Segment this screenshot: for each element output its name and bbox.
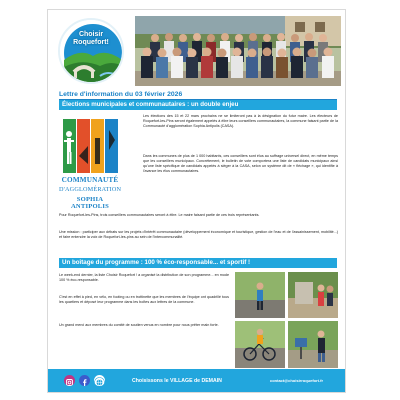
paragraph: Dans les communes de plus de 1 000 habitants, ces conseillers sont élus au suffrage universel direct, en même temps que les conseillers municipaux. Concrètement, le bulletin de vote comportera une liste de candidats municipaux ainsi qu'une liste spécifique de candidats appelés à siéger à la CASA, selon un système dit de « fléchage », qui identifie à l'avance les élus communautaires. [143, 154, 338, 174]
instagram-icon[interactable] [64, 375, 75, 386]
paragraph: Une mission : participer aux débats sur les projets d'intérêt communautaire (développement économique et touristique, gestion de l'eau et de l'assainissement, mobilité...) et faire entendre la voix de Roquefort-les-pins au sein de l'intercommunalité. [59, 230, 338, 240]
footer-slogan: Choisissons le VILLAGE de DEMAIN [132, 378, 222, 384]
contact-email-link[interactable]: contact@choisirroquefort.fr [270, 378, 324, 383]
campaign-collage-photo [235, 272, 338, 368]
logo-landscape-icon [60, 20, 124, 84]
section-title-boitage: Un boîtage du programme : 100 % éco-responsable... et sportif ! [59, 258, 337, 268]
agglo-line-2: D'AGGLOMÉRATION [59, 186, 122, 193]
footer-bar [48, 369, 346, 393]
agglo-line-1: COMMUNAUTÉ [61, 176, 119, 184]
paragraph: Les élections des 15 et 22 mars prochains ne se limiteront pas à la désignation du futur maire. Les électeurs de Roquefort-les-Pins seront également appelés à élire leurs conseillers communautaires, la commune faisant partie de la Communauté d'agglomération Sophia Antipolis (CASA). [143, 114, 338, 129]
newsletter-date-title: Lettre d'information du 03 février 2026 [59, 91, 183, 98]
newsletter-page [47, 9, 346, 393]
section-title-elections: Élections municipales et communautaires : un double enjeu [59, 100, 337, 110]
casa-agglomeration-logo [59, 116, 121, 208]
paragraph: Un grand merci aux membres du comité de soutien venus en nombre pour nous prêter main forte. [59, 323, 219, 327]
team-group-photo [135, 16, 341, 86]
web-icon[interactable] [94, 375, 105, 386]
choisir-roquefort-logo [58, 18, 124, 84]
paragraph: Le week-end dernier, la liste Choisir Roquefort ! a organisé la distribution de son programme... en mode 100 % éco-responsable. [59, 273, 229, 283]
paragraph: Pour Roquefort-les-Pins, trois conseillers communautaires seront à élire. Le maire faisant partie de ces trois représentants. [59, 213, 260, 217]
casa-emblem-icon [59, 116, 121, 174]
facebook-icon[interactable] [79, 375, 90, 386]
logo-line-1: Choisir [78, 31, 104, 38]
agglo-line-3: SOPHIA ANTIPOLIS [70, 196, 110, 210]
paragraph: C'est en effet à pied, en vélo, en footing ou en trottinette que les membres de l'équipe ont quadrillé tous les quartiers et déposé leur programme dans les boîtes aux lettres de la commune. [59, 295, 229, 305]
logo-line-2: Roquefort! [73, 39, 109, 46]
